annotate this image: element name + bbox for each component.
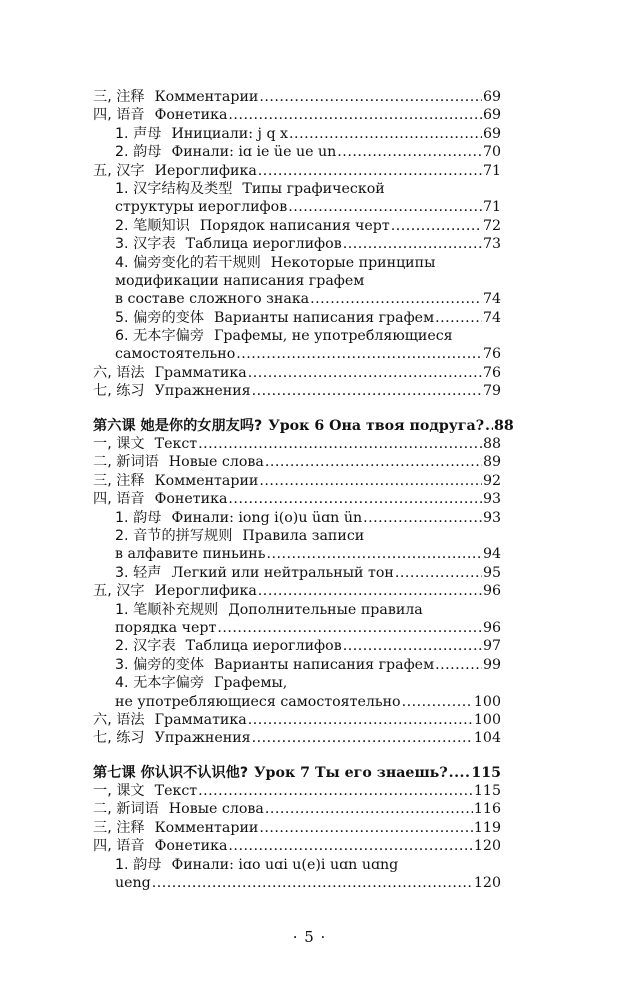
- entry-chinese: 轻声: [133, 564, 162, 581]
- page-number: 88: [482, 436, 501, 453]
- page-number: 116: [473, 801, 501, 818]
- entry-russian: Фонетика: [154, 838, 228, 855]
- entry-russian: Графемы,: [214, 675, 288, 692]
- entry-chinese: 注释: [116, 472, 145, 489]
- entry-russian: в алфавите пиньинь: [115, 546, 266, 563]
- page-number: 89: [482, 454, 501, 471]
- entry-chinese: 偏旁的变体: [133, 309, 205, 326]
- table-of-contents: [0, 88, 619, 892]
- dot-leader: [152, 874, 473, 892]
- dot-leader: [228, 490, 482, 508]
- page-number: 72: [482, 217, 501, 234]
- dot-leader: [252, 729, 473, 747]
- dot-leader: [259, 472, 482, 490]
- page-number: 99: [482, 656, 501, 673]
- toc-entry-continuation[interactable]: [115, 345, 501, 363]
- entry-number: 六,: [93, 711, 112, 728]
- entry-chinese: 注释: [116, 819, 145, 836]
- entry-russian: Таблица иероглифов: [185, 638, 342, 655]
- entry-number: 一,: [93, 783, 112, 800]
- dot-leader: [289, 125, 482, 143]
- entry-russian: Новые слова: [168, 801, 264, 818]
- page-number: 88: [494, 417, 514, 434]
- toc-entry[interactable]: [93, 800, 501, 818]
- entry-russian: Порядок написания черт: [199, 217, 390, 234]
- entry-chinese: 音节的拼写规则: [133, 527, 233, 544]
- dot-leader: [259, 819, 473, 837]
- entry-russian: Варианты написания графем: [214, 309, 435, 326]
- entry-chinese: 语法: [116, 364, 145, 381]
- toc-entry[interactable]: [115, 309, 501, 327]
- toc-entry[interactable]: [115, 327, 501, 345]
- entry-russian: структуры иероглифов: [115, 199, 288, 216]
- entry-russian: Комментарии: [154, 819, 259, 836]
- entry-number: 2.: [115, 527, 129, 544]
- toc-entry[interactable]: [115, 509, 501, 527]
- dot-leader: [228, 106, 482, 124]
- entry-chinese: 汉字: [116, 583, 145, 600]
- entry-russian: Иероглифика: [154, 162, 257, 179]
- entry-russian: в составе сложного знака: [115, 291, 310, 308]
- entry-number: 七,: [93, 383, 112, 400]
- toc-entry[interactable]: [115, 235, 501, 253]
- entry-chinese: 韵母: [133, 856, 162, 873]
- entry-russian: Таблица иероглифов: [185, 236, 342, 253]
- toc-entry[interactable]: [93, 364, 501, 382]
- toc-entry[interactable]: [93, 106, 501, 124]
- entry-russian: Графемы, не употребляющиеся: [214, 328, 453, 345]
- page-number: 73: [482, 236, 501, 253]
- chapter-russian: Урок 6 Она твоя подруга?: [268, 417, 485, 434]
- toc-entry[interactable]: [115, 564, 501, 582]
- toc-entry[interactable]: [93, 837, 501, 855]
- entry-russian: Финали: iɑ ie üe ue un: [171, 144, 337, 161]
- entry-russian: Текст: [154, 436, 198, 453]
- page-number: 96: [482, 619, 501, 636]
- entry-russian: Финали: iong i(o)u üɑn ün: [171, 509, 363, 526]
- page-number: 69: [482, 125, 501, 142]
- entry-number: 1.: [115, 601, 129, 618]
- entry-russian: Некоторые принципы: [270, 254, 436, 271]
- entry-russian: Комментарии: [154, 472, 259, 489]
- toc-entry[interactable]: [115, 180, 501, 198]
- toc-entry[interactable]: [93, 819, 501, 837]
- dot-leader: [288, 198, 482, 216]
- entry-russian: Грамматика: [154, 711, 247, 728]
- dot-leader: [252, 382, 482, 400]
- entry-russian: Упражнения: [154, 383, 251, 400]
- toc-entry[interactable]: [115, 856, 501, 874]
- dot-leader: [248, 711, 473, 729]
- page-number: 115: [471, 764, 501, 781]
- toc-entry-continuation[interactable]: [115, 272, 501, 290]
- entry-chinese: 汉字表: [133, 236, 176, 253]
- entry-chinese: 练习: [116, 383, 145, 400]
- toc-entry[interactable]: [93, 472, 501, 490]
- dot-leader: [435, 656, 482, 674]
- entry-chinese: 韵母: [133, 509, 162, 526]
- entry-russian: Легкий или нейтральный тон: [171, 564, 394, 581]
- entry-number: 1.: [115, 180, 129, 197]
- toc-entry[interactable]: [115, 254, 501, 272]
- toc-entry-continuation[interactable]: [115, 693, 501, 711]
- entry-chinese: 笔顺知识: [133, 217, 190, 234]
- dot-leader: [217, 619, 482, 637]
- page-number: 100: [473, 711, 501, 728]
- entry-russian: Текст: [154, 783, 198, 800]
- page-number: 74: [482, 309, 501, 326]
- entry-chinese: 语法: [116, 711, 145, 728]
- dot-leader: [337, 143, 482, 161]
- entry-chinese: 注释: [116, 89, 145, 105]
- entry-chinese: 练习: [116, 730, 145, 747]
- entry-chinese: 汉字结构及类型: [133, 180, 233, 197]
- toc-entry[interactable]: [93, 453, 501, 471]
- toc-entry-continuation[interactable]: [115, 198, 501, 216]
- entry-russian: Финали: iɑo uɑi u(e)i uɑn uɑng: [171, 856, 399, 873]
- entry-russian: Комментарии: [154, 89, 259, 105]
- entry-number: 三,: [93, 472, 112, 489]
- entry-russian: Фонетика: [154, 107, 228, 124]
- toc-entry-continuation[interactable]: [115, 290, 501, 308]
- entry-chinese: 韵母: [133, 144, 162, 161]
- page-number: 71: [482, 162, 501, 179]
- entry-russian: ueng: [115, 875, 151, 892]
- entry-chinese: 汉字: [116, 162, 145, 179]
- page-number: 92: [482, 472, 501, 489]
- entry-number: 3.: [115, 236, 129, 253]
- dot-leader: [435, 309, 482, 327]
- page-number: 94: [482, 546, 501, 563]
- entry-russian: Правила записи: [242, 527, 365, 544]
- page-number: 74: [482, 291, 501, 308]
- dot-leader: [343, 235, 482, 253]
- chapter-chinese: 第六课 她是你的女朋友吗?: [93, 417, 263, 434]
- page-number: 93: [482, 509, 501, 526]
- toc-entry[interactable]: [93, 88, 501, 106]
- dot-leader: [258, 582, 482, 600]
- dot-leader: [228, 837, 472, 855]
- entry-number: 二,: [93, 801, 112, 818]
- chapter-russian: Урок 7 Ты его знаешь?: [254, 764, 448, 781]
- dot-leader: [402, 693, 473, 711]
- dot-leader: [391, 217, 482, 235]
- page-number: 79: [482, 383, 501, 400]
- toc-entry[interactable]: [115, 656, 501, 674]
- entry-chinese: 语音: [116, 838, 145, 855]
- toc-chapter-lesson-7[interactable]: [93, 764, 501, 782]
- dot-leader: [395, 564, 482, 582]
- entry-russian: Типы графической: [242, 180, 385, 197]
- entry-russian: Грамматика: [154, 364, 247, 381]
- entry-russian: Инициали: j q x: [171, 125, 289, 142]
- page-number: 115: [473, 783, 501, 800]
- dot-leader: [310, 290, 482, 308]
- dot-leader: [265, 453, 482, 471]
- entry-russian: не употребляющиеся самостоятельно: [115, 693, 401, 710]
- entry-number: 3.: [115, 656, 129, 673]
- dot-leader: [266, 545, 481, 563]
- entry-number: 四,: [93, 838, 112, 855]
- toc-entry[interactable]: [93, 382, 501, 400]
- entry-number: 1.: [115, 125, 129, 142]
- dot-leader: [198, 435, 482, 453]
- dot-leader: [363, 509, 482, 527]
- dot-leader: [449, 764, 471, 782]
- toc-entry[interactable]: [115, 637, 501, 655]
- page-number: 71: [482, 199, 501, 216]
- dot-leader: [265, 800, 473, 818]
- toc-entry-continuation[interactable]: [115, 619, 501, 637]
- toc-entry-continuation[interactable]: [115, 874, 501, 892]
- entry-number: 5.: [115, 309, 129, 326]
- toc-entry[interactable]: [93, 582, 501, 600]
- entry-chinese: 无本字偏旁: [133, 328, 205, 345]
- toc-entry[interactable]: [115, 143, 501, 161]
- dot-leader: [259, 88, 482, 106]
- toc-entry[interactable]: [93, 435, 501, 453]
- toc-entry[interactable]: [115, 601, 501, 619]
- page-number: 120: [473, 875, 501, 892]
- entry-number: 2.: [115, 144, 129, 161]
- entry-number: 4.: [115, 675, 129, 692]
- entry-number: 四,: [93, 107, 112, 124]
- page-number: 70: [482, 144, 501, 161]
- toc-entry[interactable]: [93, 711, 501, 729]
- page-number: 97: [482, 638, 501, 655]
- entry-chinese: 声母: [133, 125, 162, 142]
- toc-chapter-lesson-6[interactable]: [93, 417, 514, 435]
- entry-number: 二,: [93, 454, 112, 471]
- entry-chinese: 汉字表: [133, 638, 176, 655]
- toc-entry-continuation[interactable]: [115, 545, 501, 563]
- toc-entry[interactable]: [115, 125, 501, 143]
- entry-chinese: 新词语: [116, 454, 159, 471]
- page-number: 69: [482, 89, 501, 105]
- dot-leader: [485, 417, 493, 435]
- page-number: 100: [473, 693, 501, 710]
- entry-russian: самостоятельно: [115, 346, 236, 363]
- page-number: 93: [482, 491, 501, 508]
- entry-russian: порядка черт: [115, 619, 217, 636]
- toc-entry[interactable]: [93, 782, 501, 800]
- entry-chinese: 无本字偏旁: [133, 675, 205, 692]
- entry-chinese: 课文: [116, 783, 145, 800]
- entry-number: 三,: [93, 89, 112, 105]
- toc-entry[interactable]: [115, 527, 501, 545]
- entry-number: 三,: [93, 819, 112, 836]
- entry-russian: Варианты написания графем: [214, 656, 435, 673]
- entry-number: 4.: [115, 254, 129, 271]
- entry-chinese: 语音: [116, 491, 145, 508]
- dot-leader: [236, 345, 482, 363]
- entry-number: 七,: [93, 730, 112, 747]
- entry-number: 2.: [115, 638, 129, 655]
- page-number: 104: [473, 730, 501, 747]
- entry-chinese: 笔顺补充规则: [133, 601, 219, 618]
- toc-entry[interactable]: [115, 217, 501, 235]
- entry-number: 1.: [115, 856, 129, 873]
- entry-number: 1.: [115, 509, 129, 526]
- entry-russian: Новые слова: [168, 454, 264, 471]
- dot-leader: [258, 162, 482, 180]
- entry-number: 2.: [115, 217, 129, 234]
- toc-entry[interactable]: [93, 729, 501, 747]
- page-number: 95: [482, 564, 501, 581]
- toc-entry[interactable]: [93, 490, 501, 508]
- entry-number: 五,: [93, 583, 112, 600]
- entry-number: 六,: [93, 364, 112, 381]
- page-number: 119: [473, 819, 501, 836]
- entry-russian: Иероглифика: [154, 583, 257, 600]
- page-number: 96: [482, 583, 501, 600]
- dot-leader: [198, 782, 473, 800]
- entry-chinese: 偏旁变化的若干规则: [133, 254, 261, 271]
- dot-leader: [343, 637, 482, 655]
- chapter-chinese: 第七课 你认识不认识他?: [93, 764, 249, 781]
- entry-russian: модификации написания графем: [115, 272, 365, 289]
- page-number: 69: [482, 107, 501, 124]
- page-number: 76: [482, 364, 501, 381]
- entry-number: 6.: [115, 328, 129, 345]
- entry-number: 五,: [93, 162, 112, 179]
- dot-leader: [248, 364, 482, 382]
- toc-entry[interactable]: [115, 674, 501, 692]
- entry-number: 四,: [93, 491, 112, 508]
- entry-chinese: 语音: [116, 107, 145, 124]
- entry-russian: Упражнения: [154, 730, 251, 747]
- entry-number: 3.: [115, 564, 129, 581]
- entry-russian: Дополнительные правила: [228, 601, 423, 618]
- page-number: 120: [473, 838, 501, 855]
- entry-chinese: 新词语: [116, 801, 159, 818]
- toc-entry[interactable]: [93, 162, 501, 180]
- entry-chinese: 课文: [116, 436, 145, 453]
- page-number: 76: [482, 346, 501, 363]
- page-folio: · 5 ·: [292, 928, 327, 946]
- entry-russian: Фонетика: [154, 491, 228, 508]
- entry-chinese: 偏旁的变体: [133, 656, 205, 673]
- entry-number: 一,: [93, 436, 112, 453]
